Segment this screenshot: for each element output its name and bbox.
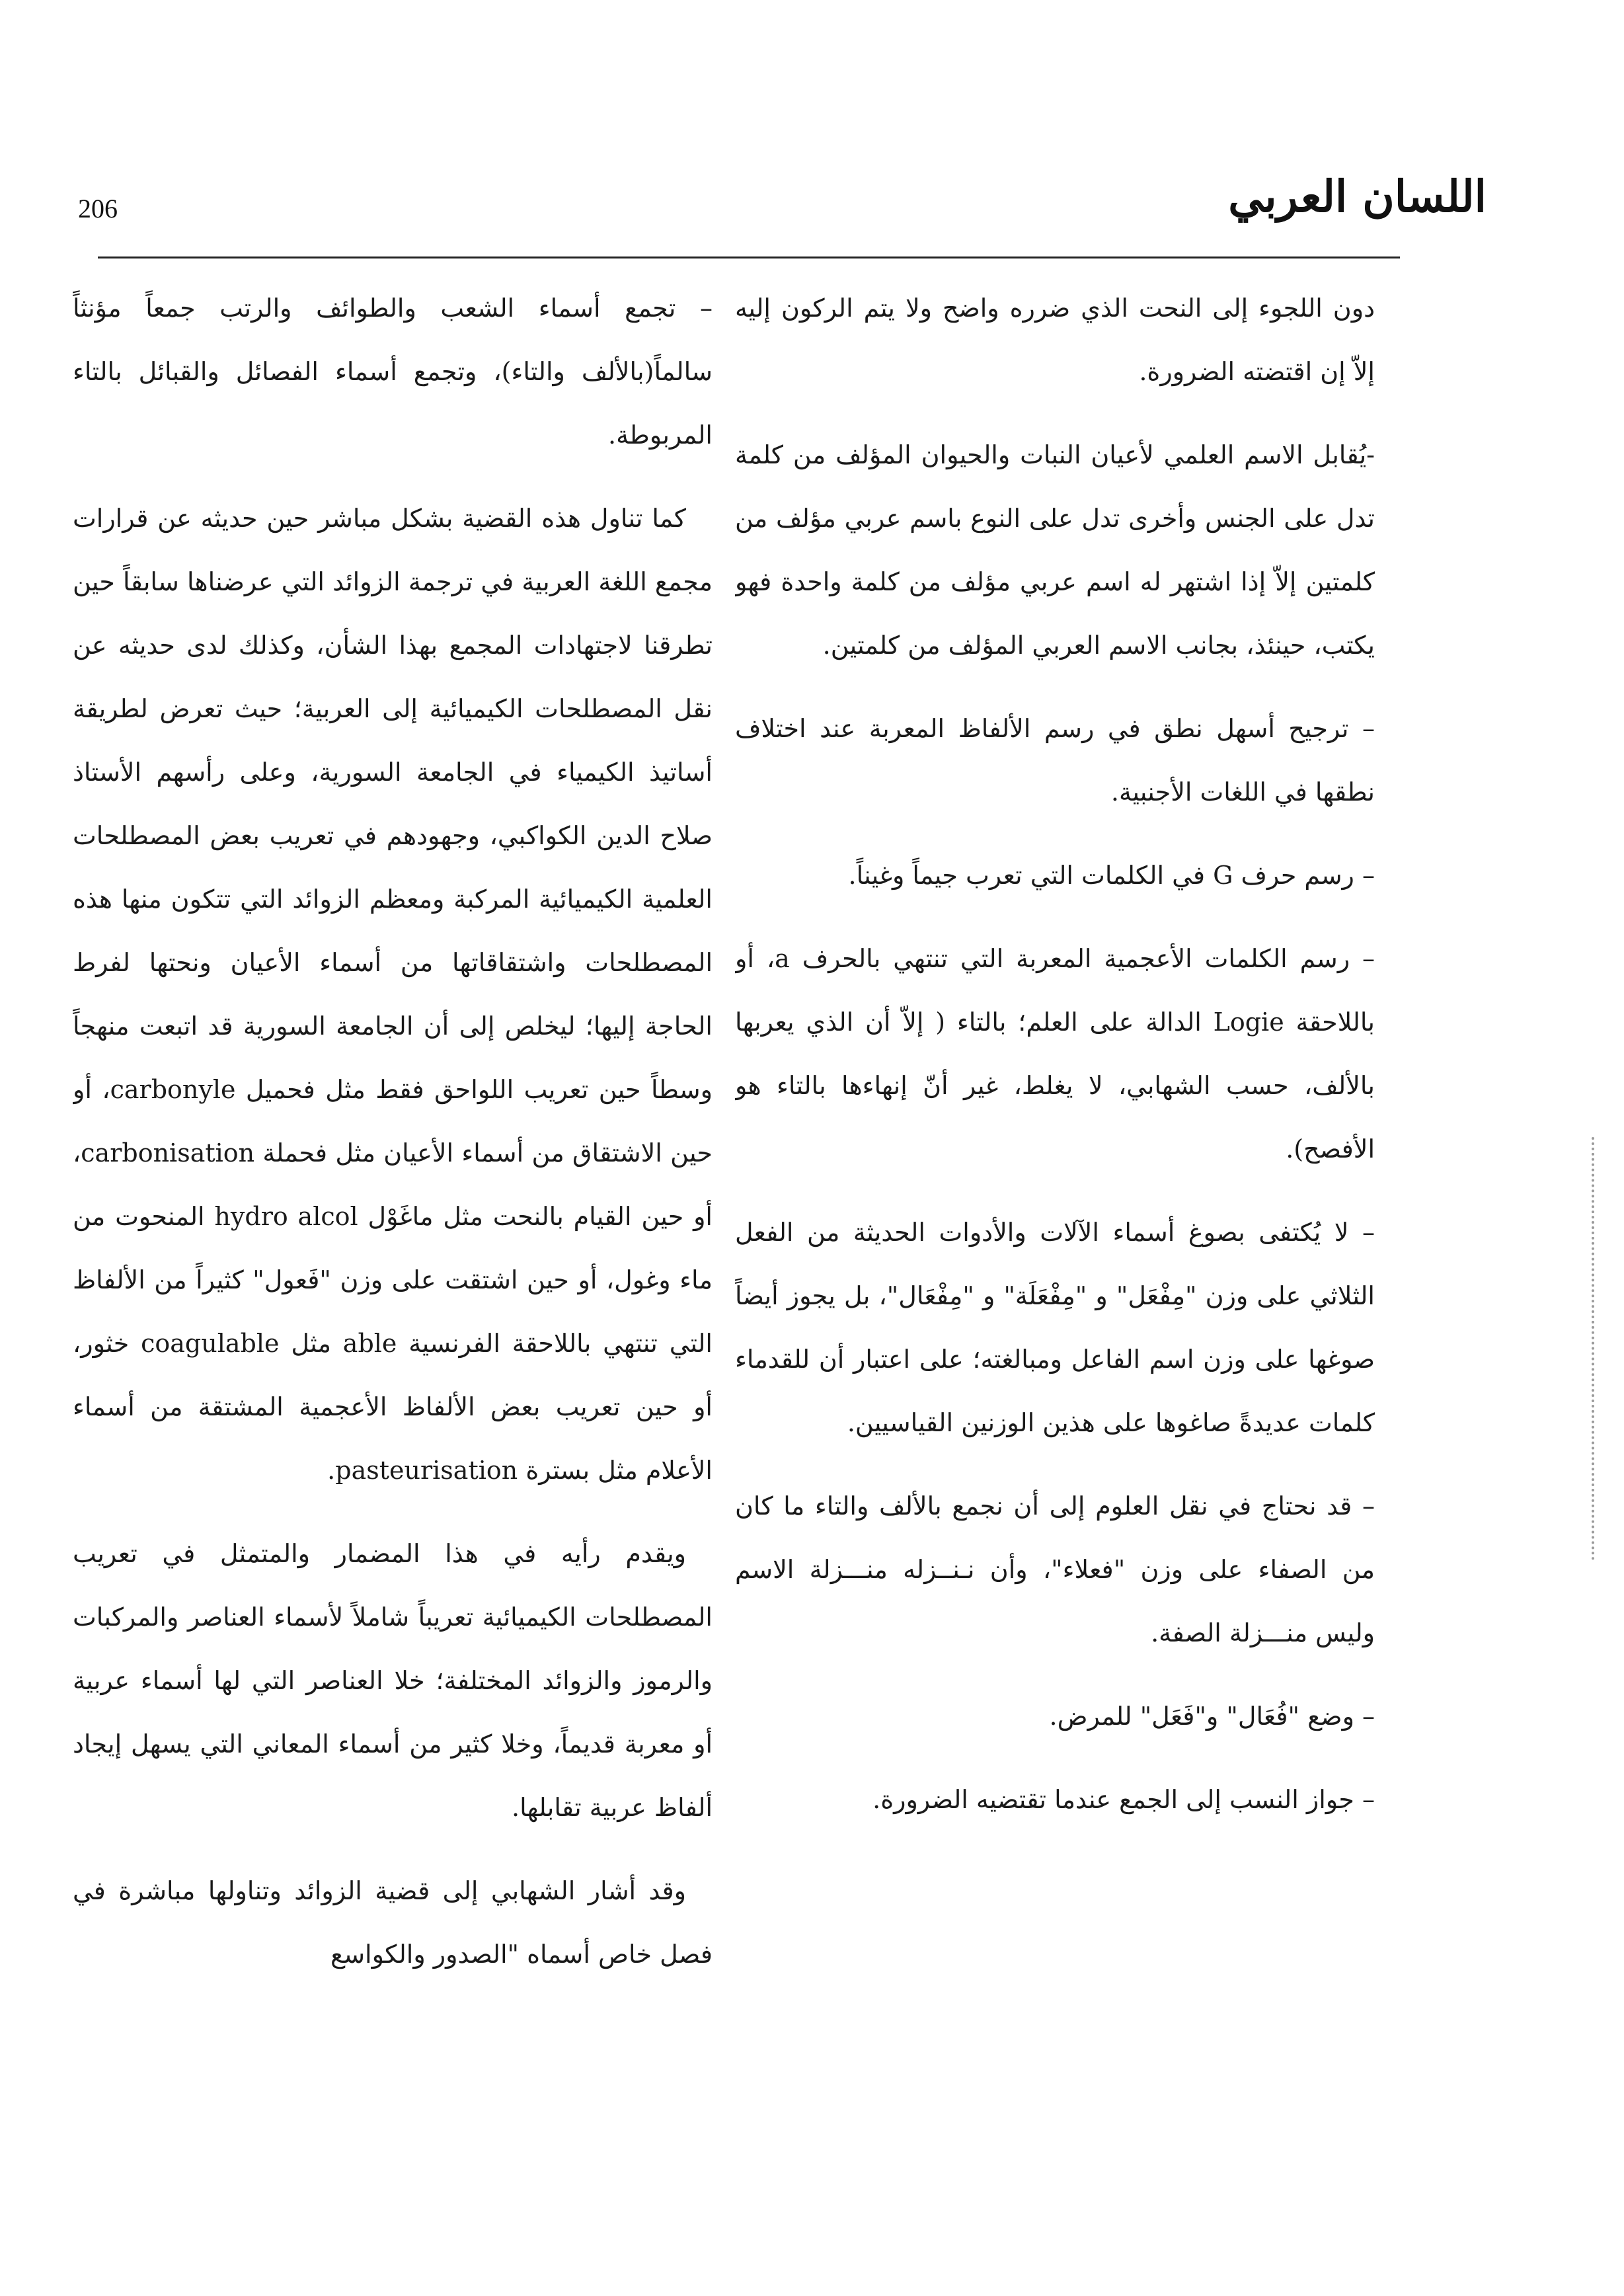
paragraph: دون اللجوء إلى النحت الذي ضرره واضح ولا يتم الركون إليه إلاّ إن اقتضته الضرورة. (735, 294, 1375, 386)
left-column (73, 276, 713, 2233)
paragraph: -يُقابل الاسم العلمي لأعيان النبات والحيوان المؤلف من كلمة تدل على الجنس وأخرى تدل على النوع باسم عربي مؤلف من كلمتين إلاّ إذا اشتهر له اسم عربي مؤلف من كلمة واحدة فهو يكتب، حينئذ، بجانب الاسم العربي المؤلف من كلمتين. (735, 440, 1375, 660)
right-column (735, 276, 1375, 2233)
paragraph: – قد نحتاج في نقل العلوم إلى أن نجمع بالألف والتاء ما كان من الصفاء على وزن "فعلاء"، وأن نـنــزله منـــزلة الاسم وليس منـــزلة الصفة. (735, 1491, 1375, 1647)
paragraph: – رسم حرف G في الكلمات التي تعرب جيماً وغيناً. (848, 861, 1375, 890)
scan-edge-marks (1592, 1137, 1602, 1560)
paragraph: وقد أشار الشهابي إلى قضية الزوائد وتناولها مباشرة في فصل خاص أسماه "الصدور والكواسع (73, 1876, 713, 1969)
header-rule (98, 257, 1400, 258)
paragraph: – رسم الكلمات الأعجمية المعربة التي تنتهي بالحرف a، أو باللاحقة Logie الدالة على العلم؛ بالتاء ( إلاّ أن الذي يعربها بالألف، حسب الشهابي، لا يغلط، غير أنّ إنهاءها بالتاء هو الأفصح). (735, 944, 1375, 1164)
paragraph: – وضع "فُعَال" و"فَعَل" للمرض. (1049, 1702, 1375, 1731)
paragraph: – لا يُكتفى بصوغ أسماء الآلات والأدوات الحديثة من الفعل الثلاثي على وزن "مِفْعَل" و "مِفْعَلَة" و "مِفْعَال"، بل يجوز أيضاً صوغها على وزن اسم الفاعل ومبالغته؛ على اعتبار أن للقدماء كلمات عديدةً صاغوها على هذين الوزنين القياسيين. (735, 1218, 1375, 1437)
paragraph: كما تناول هذه القضية بشكل مباشر حين حديثه عن قرارات مجمع اللغة العربية في ترجمة الزوائد التي عرضناها سابقاً حين تطرقنا لاجتهادات المجمع بهذا الشأن، وكذلك لدى حديثه عن نقل المصطلحات الكيميائية إلى العربية؛ حيث تعرض لطريقة أساتيذ الكيمياء في الجامعة السورية، وعلى رأسهم الأستاذ صلاح الدين الكواكبي، وجهودهم في تعريب بعض المصطلحات العلمية الكيميائية المركبة ومعظم الزوائد التي تتكون منها هذه المصطلحات واشتقاقاتها من أسماء الأعيان ونحتها لفرط الحاجة إليها؛ ليخلص إلى أن الجامعة السورية قد اتبعت منهجاً وسطاً حين تعريب اللواحق فقط مثل فحميل carbonyle، أو حين الاشتقاق من أسماء الأعيان مثل فحملة carbonisation، أو حين القيام بالنحت مثل ماغَوْل hydro alcol المنحوت من ماء وغول، أو حين اشتقت على وزن "فَعول" كثيراً من الألفاظ التي تنتهي باللاحقة الفرنسية able مثل coagulable خثور، أو حين تعريب بعض الألفاظ الأعجمية المشتقة من أسماء الأعلام مثل بسترة pasteurisation. (73, 504, 713, 1485)
paragraph: ويقدم رأيه في هذا المضمار والمتمثل في تعريب المصطلحات الكيميائية تعريباً شاملاً لأسماء العناصر والمركبات والرموز والزوائد المختلفة؛ خلا العناصر التي لها أسماء عربية أو معربة قديماً، وخلا كثير من أسماء المعاني التي يسهل إيجاد ألفاظ عربية تقابلها. (73, 1539, 713, 1822)
journal-title-logo: اللسان العربي (1228, 171, 1487, 222)
paragraph: – ترجيح أسهل نطق في رسم الألفاظ المعربة عند اختلاف نطقها في اللغات الأجنبية. (735, 714, 1375, 807)
paragraph: – تجمع أسماء الشعب والطوائف والرتب جمعاً مؤنثاً سالماً(بالألف والتاء)، وتجمع أسماء الفصائل والقبائل بالتاء المربوطة. (73, 294, 713, 450)
page-number: 206 (78, 194, 118, 223)
paragraph: – جواز النسب إلى الجمع عندما تقتضيه الضرورة. (872, 1785, 1375, 1814)
